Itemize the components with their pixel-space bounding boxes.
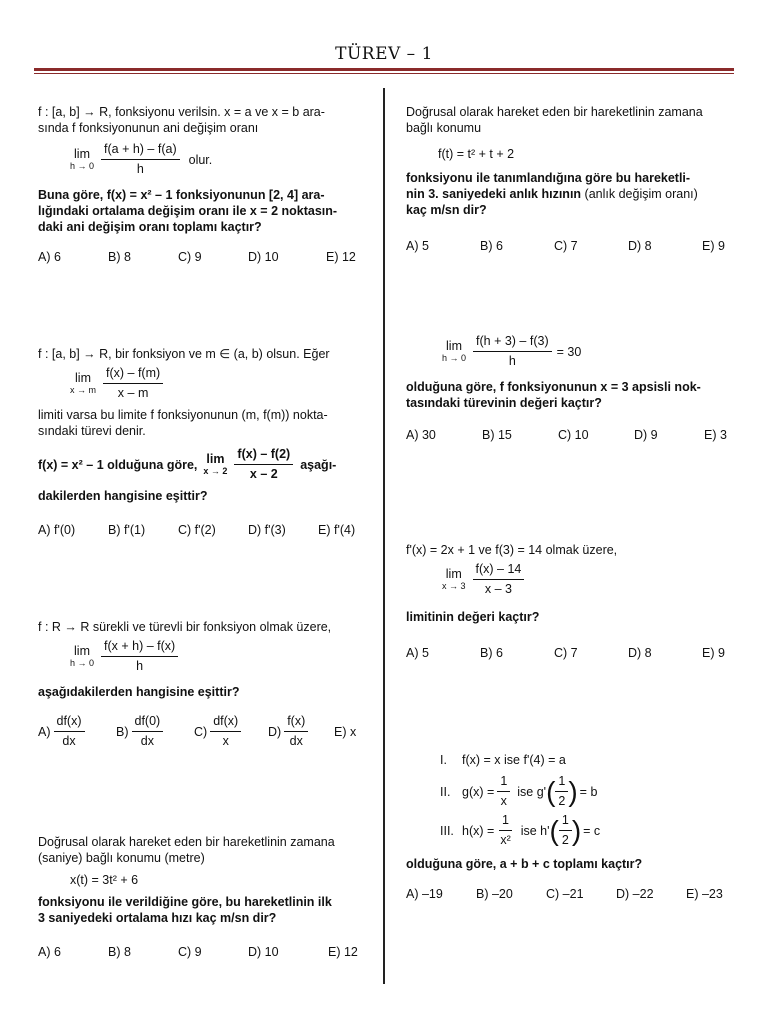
q6-lim-sub: h → 0 — [442, 353, 467, 363]
q6-eq: = 30 — [556, 344, 582, 359]
q1-intro-line1: f : [a, b] → R, fonksiyonu verilsin. x = a ve x = b ara- — [38, 105, 325, 119]
q3-lim-sub: h → 0 — [70, 658, 95, 668]
q5-bold-line3: kaç m/sn dir? — [406, 203, 487, 217]
question-4 — [38, 834, 368, 960]
q1-choice-a[interactable]: A) 6 — [38, 250, 61, 264]
q8-item-ii-den: x — [500, 794, 507, 808]
q4-choice-c[interactable]: C) 9 — [178, 945, 202, 959]
q4-choice-d[interactable]: D) 10 — [248, 945, 279, 959]
q8-choice-b[interactable]: B) –20 — [476, 887, 513, 901]
q8-item-ii-label: II. — [440, 784, 451, 799]
q5-formula: f(t) = t² + t + 2 — [438, 147, 515, 161]
q7-choice-e[interactable]: E) 9 — [702, 646, 725, 660]
q8-item-iii-arg-den: 2 — [561, 833, 569, 847]
q6-choices — [406, 427, 736, 443]
q3-choice-d-num: f(x) — [284, 714, 308, 732]
q5-choice-a[interactable]: A) 5 — [406, 239, 429, 253]
q2-choice-a[interactable]: A) f'(0) — [38, 523, 76, 537]
q8-item-ii-rparen: ) — [568, 775, 578, 807]
q3-choice-a-num: df(x) — [54, 714, 85, 732]
q3-intro: f : R → R sürekli ve türevli bir fonksiyon olmak üzere, — [38, 620, 332, 634]
q1-after: olur. — [188, 152, 213, 167]
question-8 — [406, 752, 736, 902]
q7-choice-d[interactable]: D) 8 — [628, 646, 652, 660]
q1-choices — [38, 249, 368, 265]
q1-frac-num: f(a + h) – f(a) — [101, 142, 180, 160]
q6-bold-line2: tasındaki türevinin değeri kaçtır? — [406, 396, 602, 410]
q4-bold-line2: 3 saniyedeki ortalama hızı kaç m/sn dir? — [38, 911, 277, 925]
q6-choice-d[interactable]: D) 9 — [634, 428, 658, 442]
q3-bold: aşağıdakilerden hangisine eşittir? — [38, 685, 240, 699]
q3-choices — [38, 714, 368, 749]
q5-intro-line2: bağlı konumu — [406, 121, 482, 135]
header-rule-thick — [34, 68, 734, 71]
q8-item-iii-num: 1 — [499, 813, 512, 831]
q3-frac-num: f(x + h) – f(x) — [101, 639, 178, 657]
q7-frac-den: x – 3 — [484, 582, 512, 596]
q4-bold-line1: fonksiyonu ile verildiğine göre, bu hareketlinin ilk — [38, 895, 332, 909]
question-7 — [406, 542, 736, 661]
q8-item-iii-rparen: ) — [571, 814, 582, 846]
q7-choice-c[interactable]: C) 7 — [554, 646, 578, 660]
q4-formula: x(t) = 3t² + 6 — [70, 873, 139, 887]
page-title: TÜREV – 1 — [335, 44, 433, 64]
q4-intro-line2: (saniye) bağlı konumu (metre) — [38, 851, 205, 865]
q2-bold-line2: dakilerden hangisine eşittir? — [38, 489, 208, 503]
q2-choices — [38, 522, 368, 538]
q5-bold-line2: nin 3. saniyedeki anlık hızının — [406, 187, 582, 201]
q5-intro-line1: Doğrusal olarak hareket eden bir hareketlinin zamana — [406, 105, 703, 119]
q2-choice-e[interactable]: E) f'(4) — [318, 523, 356, 537]
q8-item-iii-mid: ise h' — [520, 823, 550, 838]
q1-bold-line1: Buna göre, f(x) = x² – 1 fonksiyonunun [2, 4] ara- — [38, 188, 325, 202]
q3-choice-d[interactable] — [268, 714, 334, 749]
q8-choice-d[interactable]: D) –22 — [616, 887, 654, 901]
q6-choice-c[interactable]: C) 10 — [558, 428, 589, 442]
q6-frac-den: h — [508, 354, 516, 368]
q8-choice-a[interactable]: A) –19 — [406, 887, 443, 901]
q7-choice-b[interactable]: B) 6 — [480, 646, 503, 660]
q8-choice-c[interactable]: C) –21 — [546, 887, 584, 901]
q3-choice-a-den: dx — [62, 734, 76, 748]
q1-choice-c[interactable]: C) 9 — [178, 250, 202, 264]
q3-choice-d-den: dx — [289, 734, 303, 748]
q4-choices — [38, 944, 368, 960]
q1-choice-b[interactable]: B) 8 — [108, 250, 131, 264]
question-6 — [406, 334, 736, 443]
q8-item-ii-post: = b — [579, 784, 598, 799]
q1-lim: lim — [74, 147, 90, 161]
q1-choice-e[interactable]: E) 12 — [326, 250, 356, 264]
q8-item-iii-lparen: ( — [549, 814, 559, 846]
q8-item-ii-num: 1 — [497, 774, 510, 792]
q7-lim-sub: x → 3 — [442, 581, 466, 591]
q6-choice-e[interactable]: E) 3 — [704, 428, 727, 442]
q2-bold-frac-num: f(x) – f(2) — [234, 447, 293, 465]
q2-bold-pre: f(x) = x² – 1 olduğuna göre, — [38, 457, 198, 472]
q4-choice-e[interactable]: E) 12 — [328, 945, 358, 959]
q2-bold-lim-sub: x → 2 — [203, 466, 228, 476]
q8-item-iii-post: = c — [583, 823, 601, 838]
q2-text-line1: limiti varsa bu limite f fonksiyonunun (m, f(m)) nokta- — [38, 408, 328, 422]
q8-bold: olduğuna göre, a + b + c toplamı kaçtır? — [406, 857, 643, 871]
q7-choices — [406, 645, 736, 661]
question-5 — [406, 104, 736, 254]
q8-item-ii-pre: g(x) = — [462, 784, 495, 799]
q8-item-ii-arg-num: 1 — [555, 774, 568, 792]
q1-lim-sub: h → 0 — [70, 161, 95, 171]
q2-frac-den: x – m — [117, 386, 149, 400]
q3-choice-b[interactable] — [116, 714, 194, 749]
q3-choice-c-den: x — [222, 734, 229, 748]
q1-choice-d[interactable]: D) 10 — [248, 250, 279, 264]
q2-lim-sub: x → m — [70, 385, 96, 395]
q3-choice-c[interactable] — [194, 714, 268, 749]
q6-lim: lim — [446, 339, 462, 353]
q2-bold-lim: lim — [206, 452, 225, 466]
q6-bold-line1: olduğuna göre, f fonksiyonunun x = 3 apsisli nok- — [406, 380, 701, 394]
q3-frac-den: h — [136, 659, 144, 673]
column-divider — [383, 88, 385, 984]
q8-item-iii-arg-num: 1 — [559, 813, 572, 831]
q3-choice-c-num: df(x) — [210, 714, 241, 732]
q1-intro-line2: sında f fonksiyonunun ani değişim oranı — [38, 121, 259, 135]
q8-item-i: f(x) = x ise f'(4) = a — [462, 753, 566, 767]
q3-choice-a-label: A) — [38, 724, 51, 739]
q8-choices — [406, 886, 736, 902]
q5-normal-line2: (anlık değişim oranı) — [584, 187, 698, 201]
q8-item-iii-pre: h(x) = — [462, 823, 495, 838]
q5-choice-d[interactable]: D) 8 — [628, 239, 652, 253]
q2-choice-c[interactable]: C) f'(2) — [178, 523, 216, 537]
question-3 — [38, 619, 368, 749]
q8-item-iii-den: x² — [500, 833, 511, 847]
q8-item-ii-mid: ise g' — [517, 784, 547, 799]
q7-choice-a[interactable]: A) 5 — [406, 646, 429, 660]
q3-choice-d-label: D) — [268, 724, 282, 739]
q2-bold-post: aşağı- — [300, 457, 337, 472]
q2-lim: lim — [75, 371, 91, 385]
q5-choices — [406, 238, 736, 254]
q8-item-ii-lparen: ( — [546, 775, 556, 807]
q5-bold-line1: fonksiyonu ile tanımlandığına göre bu hareketli- — [406, 171, 691, 185]
q2-frac-num: f(x) – f(m) — [103, 366, 163, 384]
q6-choice-a[interactable]: A) 30 — [406, 428, 436, 442]
q7-lim: lim — [445, 567, 462, 581]
q1-bold-line3: daki ani değişim oranı toplamı kaçtır? — [38, 220, 262, 234]
q7-bold: limitinin değeri kaçtır? — [406, 610, 540, 624]
q2-text-line2: sındaki türevi denir. — [38, 424, 146, 438]
q5-choice-e[interactable]: E) 9 — [702, 239, 725, 253]
q7-intro: f'(x) = 2x + 1 ve f(3) = 14 olmak üzere, — [406, 543, 618, 557]
q6-frac-num: f(h + 3) – f(3) — [473, 334, 552, 352]
question-2 — [38, 346, 368, 538]
q4-intro-line1: Doğrusal olarak hareket eden bir hareketlinin zamana — [38, 835, 335, 849]
q4-choice-a[interactable]: A) 6 — [38, 945, 61, 959]
q3-choice-b-num: df(0) — [132, 714, 164, 732]
question-1 — [38, 104, 368, 265]
q7-frac-num: f(x) – 14 — [473, 562, 525, 580]
q2-choice-d[interactable]: D) f'(3) — [248, 523, 286, 537]
q8-item-ii-arg-den: 2 — [558, 794, 566, 808]
q2-choice-b[interactable]: B) f'(1) — [108, 523, 146, 537]
q8-choice-e[interactable]: E) –23 — [686, 887, 723, 901]
header-rule-thin — [34, 73, 734, 74]
q3-choice-a[interactable] — [38, 714, 116, 749]
q5-choice-c[interactable]: C) 7 — [554, 239, 578, 253]
q1-frac-den: h — [136, 162, 144, 176]
q2-intro: f : [a, b] → R, bir fonksiyon ve m ∈ (a, b) olsun. Eğer — [38, 347, 330, 361]
q6-choice-b[interactable]: B) 15 — [482, 428, 512, 442]
q2-bold-frac-den: x – 2 — [249, 467, 278, 481]
q3-choice-b-label: B) — [116, 724, 129, 739]
q3-choice-e[interactable]: E) x — [334, 724, 357, 739]
q3-lim: lim — [74, 644, 90, 658]
q1-bold-line2: lığındaki ortalama değişim oranı ile x = 2 noktasın- — [38, 204, 338, 218]
q8-item-i-label: I. — [440, 753, 447, 767]
q3-choice-b-den: dx — [140, 734, 154, 748]
q4-choice-b[interactable]: B) 8 — [108, 945, 131, 959]
q3-choice-c-label: C) — [194, 724, 208, 739]
q8-item-iii-label: III. — [440, 823, 454, 838]
q5-choice-b[interactable]: B) 6 — [480, 239, 503, 253]
